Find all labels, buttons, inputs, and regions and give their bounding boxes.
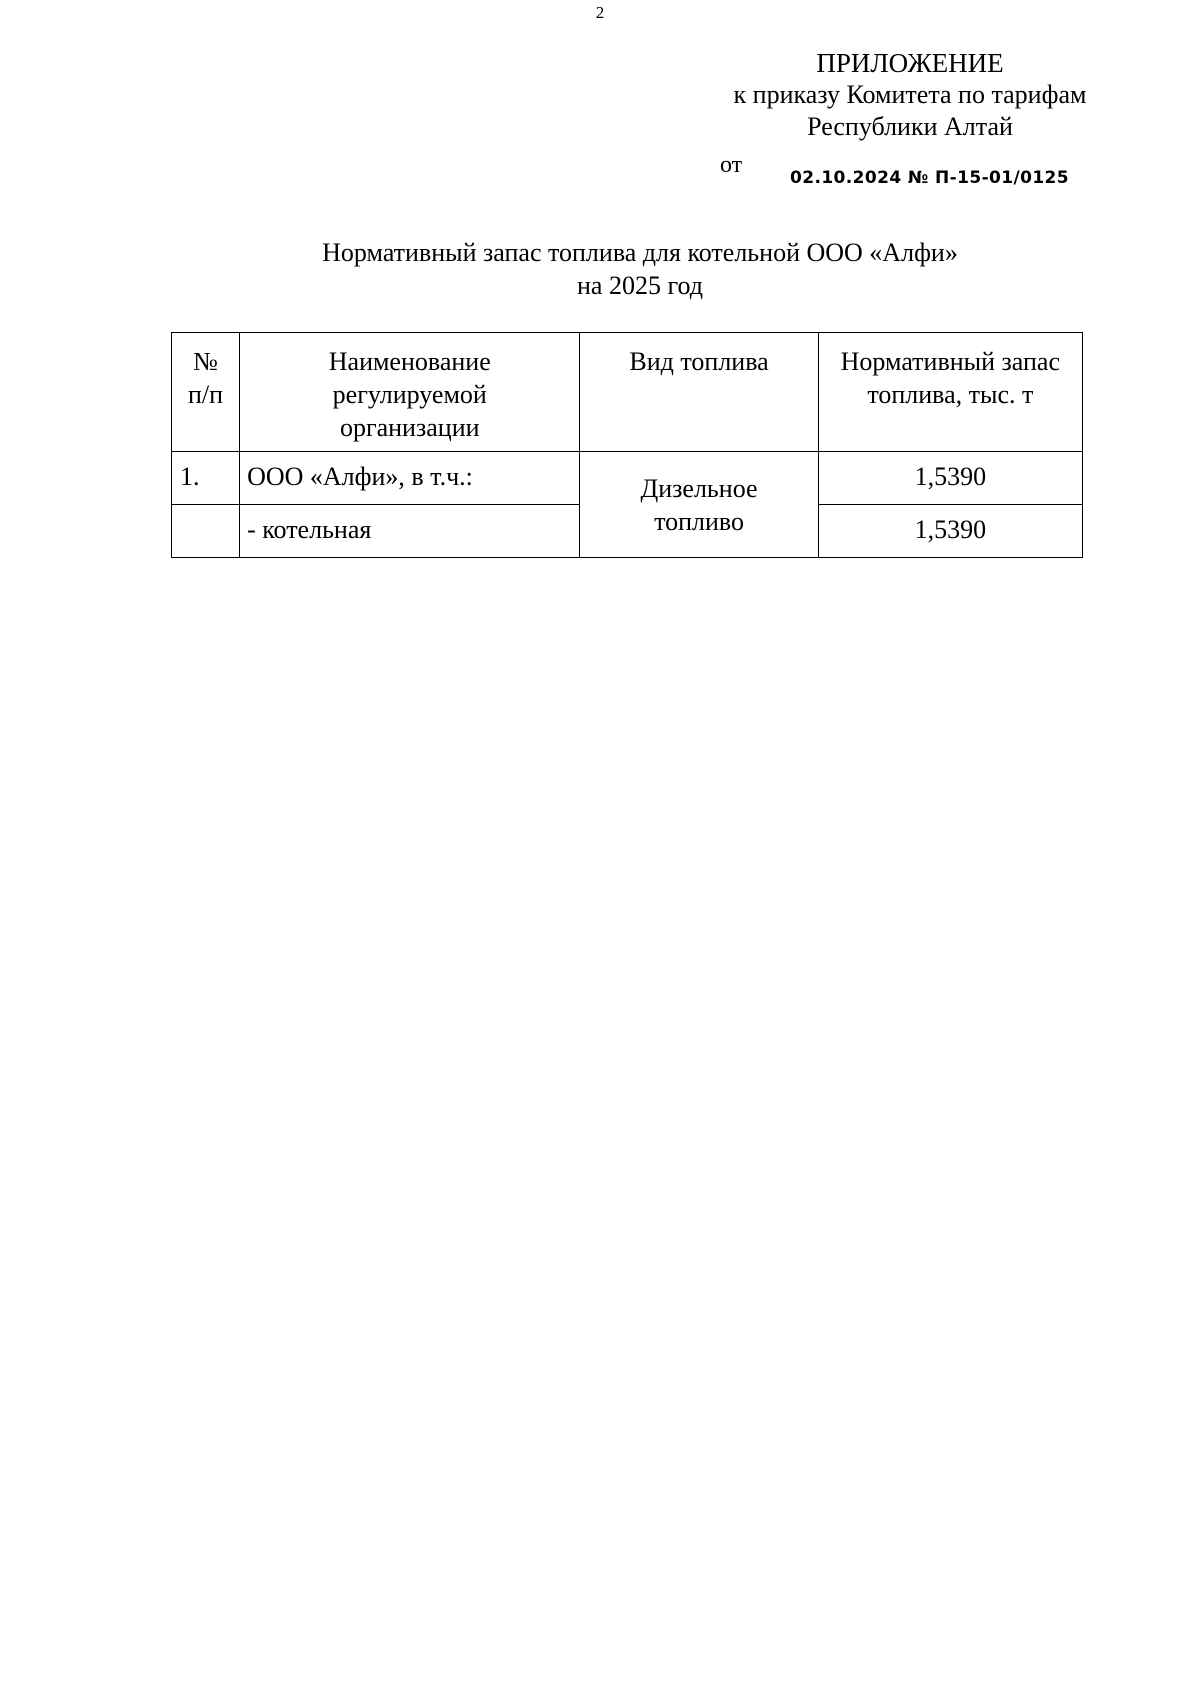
row-organization: ООО «Алфи», в т.ч.:: [240, 452, 580, 505]
table-row: [172, 452, 1083, 505]
row-organization: - котельная: [240, 505, 580, 558]
table-header-row: [172, 333, 1083, 452]
from-label: от: [720, 152, 743, 178]
document-title: [300, 236, 980, 302]
row-number: 1.: [172, 452, 240, 505]
order-date-number-stamp: 02.10.2024 № П-15-01/0125: [790, 168, 1070, 188]
appendix-heading: ПРИЛОЖЕНИЕ: [816, 48, 1004, 78]
header-number: № п/п: [172, 333, 240, 452]
header-fuel-type: Вид топлива: [580, 333, 818, 452]
row-number: [172, 505, 240, 558]
row-reserve-value: 1,5390: [818, 452, 1082, 505]
row-reserve-value: 1,5390: [818, 505, 1082, 558]
appendix-republic: Республики Алтай: [807, 112, 1013, 141]
appendix-block: [700, 47, 1120, 143]
header-normative-reserve: Нормативный запас топлива, тыс. т: [818, 333, 1082, 452]
order-date-line: [720, 152, 1120, 192]
page-number: 2: [595, 3, 605, 22]
header-organization: Наименование регулируемой организации: [240, 333, 580, 452]
document-title-line-2: на 2025 год: [577, 271, 703, 300]
document-title-line-1: Нормативный запас топлива для котельной ООО «Алфи»: [322, 238, 958, 267]
fuel-reserve-table: [171, 332, 1083, 558]
appendix-order-ref: к приказу Комитета по тарифам: [733, 80, 1087, 109]
fuel-type-cell: Дизельное топливо: [580, 452, 818, 558]
